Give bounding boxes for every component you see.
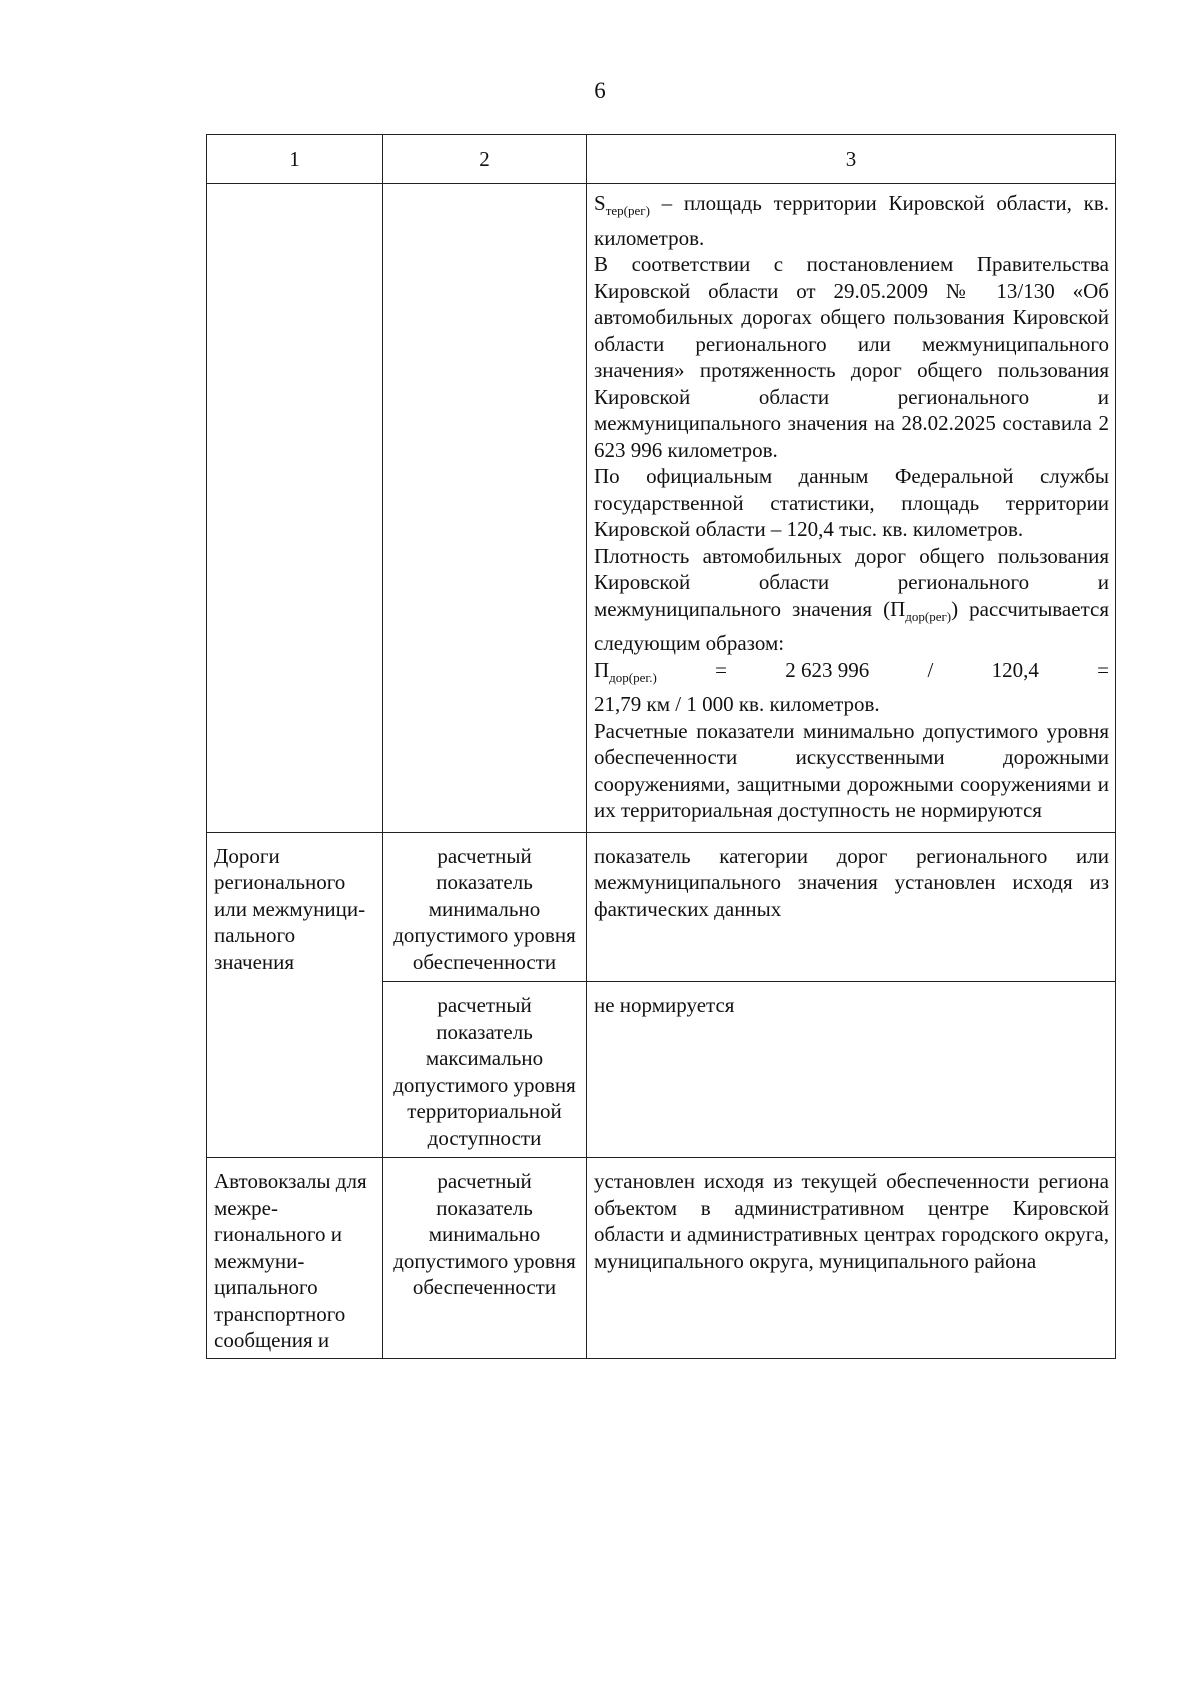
roads-value-max: не нормируется [587,982,1116,1158]
density-paragraph: Плотность автомобильных дорог общего пользования Кировской области регионального и межмуниципального значения $(П_{дор(рег)})$ рассчитывается следующим образом: [594,543,1109,655]
page-number: 6 [594,78,606,103]
road-length-paragraph: В соответствии с постановлением Правительства Кировской области от 29.05.2009 № 13/130 «Об автомобильных дорогах общего пользования Кировской области регионального или межмуниципального значения» протяженность дорог общего пользования Кировской области регионального и межмуниципального значения на 28.02.2025 составила 2 623 996 километров. [594,252,1109,462]
not-regulated-paragraph: Расчетные показатели минимально допустимого уровня обеспеченности искусственными дорожными сооружениями, защитными дорожными сооружениями и их территориальная доступность не нормируются [594,718,1109,822]
roads-value-min: показатель категории дорог регионального или межмуниципального значения установлен исходя из фактических данных [587,832,1116,982]
roads-category: Дороги регионального или межмуници-пального значения [207,832,383,1158]
cont-col-1 [207,184,383,833]
table-row-bus [207,1158,1116,1359]
area-definition: $S_{тер(рег)}$ – площадь территории Кировской области, кв. километров. [594,191,1109,250]
bus-indicator: расчетный показатель минимально допустимого уровня обеспеченности [383,1158,587,1359]
table-header-row [207,135,1116,184]
header-col-3: 3 [587,135,1116,184]
table-row-roads-1 [207,832,1116,982]
density-result: 21,79 км / 1 000 кв. километров. [594,692,880,716]
cont-col-3 [587,184,1116,833]
header-col-2: 2 [383,135,587,184]
region-area-paragraph: По официальным данным Федеральной службы государственной статистики, площадь территории Кировской области – 120,4 тыс. кв. километров. [594,464,1109,541]
table-row-continuation [207,184,1116,833]
bus-value: установлен исходя из текущей обеспеченности региона объектом в административном центре Кировской области и административных центрах городского округа, муниципального округа, муниципального района [587,1158,1116,1359]
bus-category: Автовокзалы для межре-гионального и межмуни-ципального транспортного сообщения и [207,1158,383,1359]
header-col-1: 1 [207,135,383,184]
cont-col-2 [383,184,587,833]
indicators-table [206,134,1116,1359]
roads-indicator-max: расчетный показатель максимально допустимого уровня территориальной доступности [383,982,587,1158]
roads-indicator-min: расчетный показатель минимально допустимого уровня обеспеченности [383,832,587,982]
density-formula: $П_{дор(рег.)}$ = 2 623 996 / 120,4 = [594,657,1109,685]
